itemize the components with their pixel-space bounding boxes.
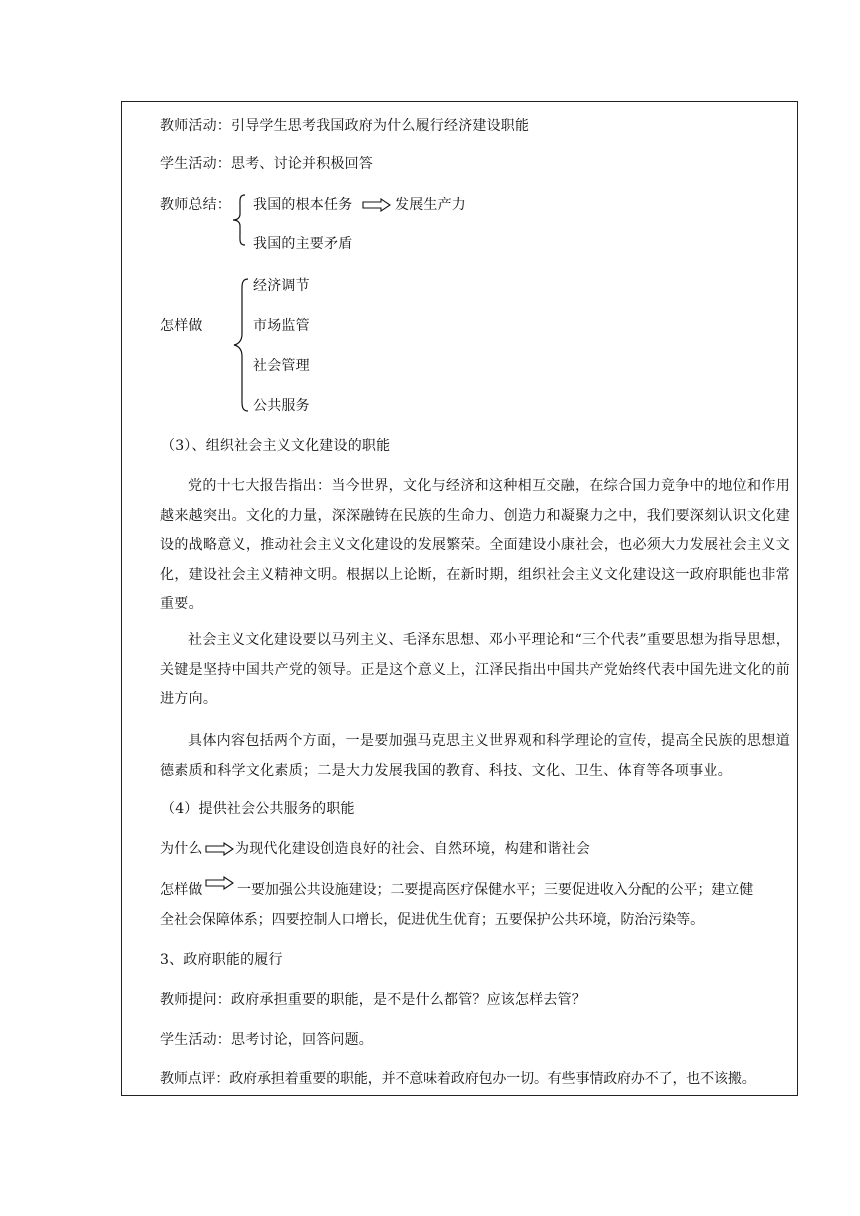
why-text: 为现代化建设创造良好的社会、自然环境，构建和谐社会: [235, 841, 590, 857]
summary-brace-icon: [229, 192, 249, 248]
paragraph-specific-content: 具体内容包括两个方面，一是要加强马克思主义世界观和科学理论的宣传，提高全民族的思想道德素质和科学文化素质；二是大力发展我国的教育、科技、文化、卫生、体育等各项事业。: [160, 733, 790, 779]
student-activity-2: 学生活动：思考讨论，回答问题。: [160, 1032, 373, 1048]
right-arrow-icon: [205, 842, 235, 856]
how-item-economic-regulation: 经济调节: [253, 278, 310, 294]
summary-item-main-contradiction: 我国的主要矛盾: [253, 236, 353, 252]
section-3-heading: （3）、组织社会主义文化建设的职能: [161, 438, 391, 454]
teacher-activity-line: 教师活动：引导学生思考我国政府为什么履行经济建设职能: [160, 118, 530, 134]
right-arrow-icon: [362, 198, 392, 212]
section-4-heading: （4）提供社会公共服务的职能: [161, 801, 355, 817]
summary-item-fundamental-task: 我国的根本任务: [253, 197, 353, 213]
student-activity-line: 学生活动：思考、讨论并积极回答: [160, 156, 373, 172]
teacher-summary-label: 教师总结：: [160, 197, 231, 213]
how-brace-icon: [230, 276, 252, 414]
right-arrow-icon: [205, 876, 235, 890]
teacher-comment: 教师点评：政府承担着重要的职能，并不意味着政府包办一切。有些事情政府办不了，也不该搬。: [160, 1071, 756, 1087]
how-item-social-management: 社会管理: [253, 358, 310, 374]
how-item-market-supervision: 市场监管: [253, 318, 310, 334]
why-label: 为什么: [160, 841, 203, 857]
paragraph-cultural-guidance: 社会主义文化建设要以马列主义、毛泽东思想、邓小平理论和“三个代表”重要思想为指导思想，关键是坚持中国共产党的领导。正是这个意义上，江泽民指出中国共产党始终代表中国先进文化的前进方向。: [160, 632, 790, 707]
how2-text-line1: 一要加强公共设施建设；二要提高医疗保健水平；三要促进收入分配的公平；建立健: [237, 882, 754, 898]
how-label: 怎样做: [160, 318, 203, 334]
summary-item-result: 发展生产力: [395, 197, 466, 213]
teacher-question: 教师提问：政府承担重要的职能，是不是什么都管？应该怎样去管？: [160, 992, 586, 1008]
heading-3: 3、政府职能的履行: [160, 952, 283, 968]
how-item-public-service: 公共服务: [253, 398, 310, 414]
how2-label: 怎样做: [160, 882, 203, 898]
paragraph-party-report: 党的十七大报告指出：当今世界，文化与经济和这种相互交融，在综合国力竞争中的地位和作用越来越突出。文化的力量，深深融铸在民族的生命力、创造力和凝聚力之中，我们要深刻认识文化建设的战略意义，推动社会主义文化建设的发展繁荣。全面建设小康社会，也必须大力发展社会主义文化，建设社会主义精神文明。根据以上论断，在新时期，组织社会主义文化建设这一政府职能也非常重要。: [160, 478, 790, 612]
how2-text-line2: 全社会保障体系；四要控制人口增长，促进优生优育；五要保护公共环境，防治污染等。: [160, 912, 705, 928]
